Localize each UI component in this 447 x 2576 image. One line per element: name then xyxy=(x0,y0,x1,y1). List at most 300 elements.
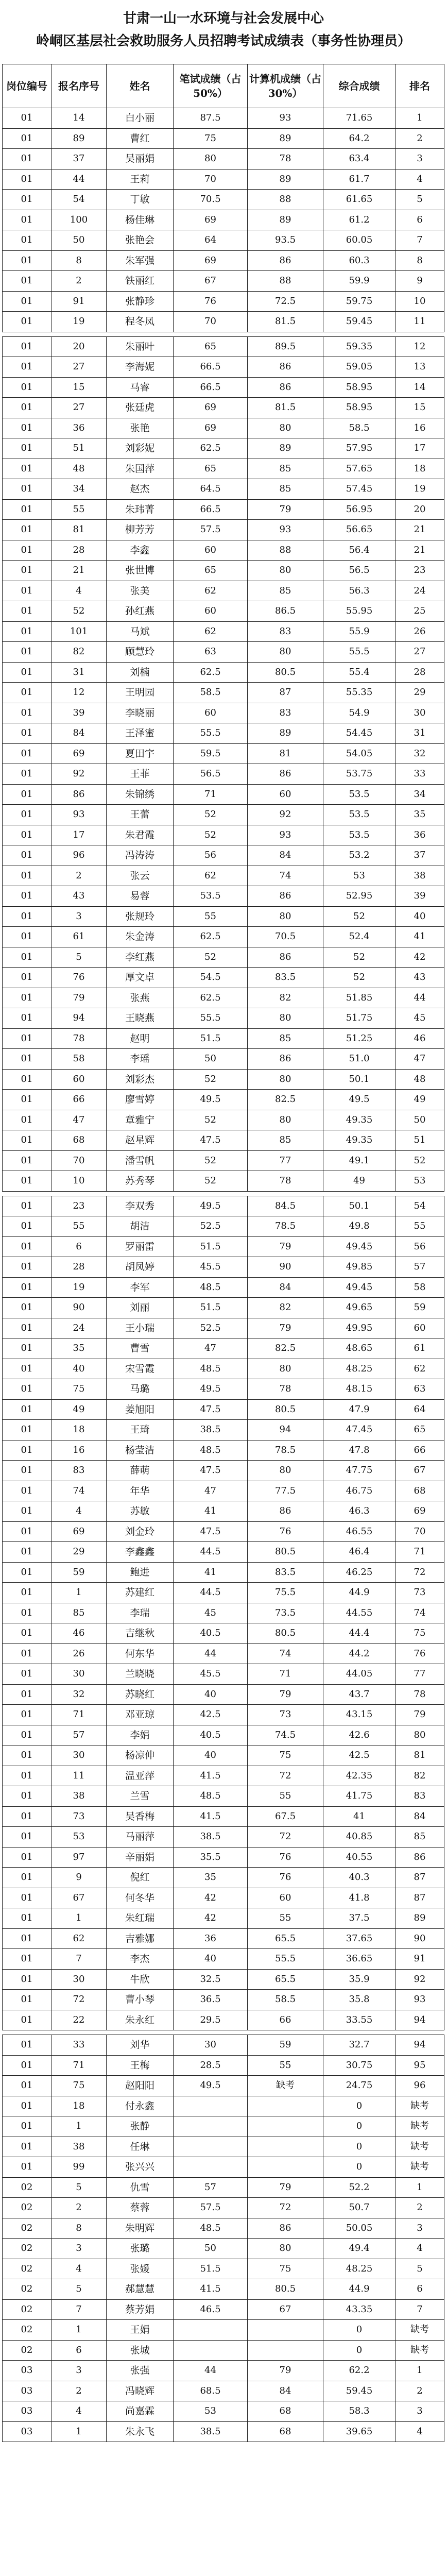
post-id-cell: 01 xyxy=(3,683,51,703)
name-cell: 丁敏 xyxy=(107,190,174,210)
computer-score-cell: 80.5 xyxy=(248,662,323,683)
name-cell: 章雅宁 xyxy=(107,1110,174,1130)
table-row xyxy=(3,805,444,825)
total-score-cell: 49.65 xyxy=(323,1298,396,1318)
total-score-cell: 52.2 xyxy=(323,2177,396,2198)
name-cell: 朱君霞 xyxy=(107,825,174,845)
written-score-cell: 62.5 xyxy=(174,927,248,947)
table-row xyxy=(3,357,444,378)
total-score-cell: 53.75 xyxy=(323,764,396,785)
computer-score-cell: 55 xyxy=(248,1786,323,1807)
rank-cell: 80 xyxy=(396,1725,444,1745)
total-score-cell: 56.95 xyxy=(323,499,396,520)
reg-no-cell: 93 xyxy=(51,805,107,825)
total-score-cell: 54.05 xyxy=(323,743,396,764)
rank-cell: 4 xyxy=(396,2421,444,2442)
written-score-cell: 41 xyxy=(174,1562,248,1583)
name-cell: 李海妮 xyxy=(107,357,174,378)
rank-cell: 64 xyxy=(396,1399,444,1420)
rank-cell: 14 xyxy=(396,377,444,398)
written-score-cell: 42.5 xyxy=(174,1705,248,1725)
reg-no-cell: 38 xyxy=(51,2137,107,2157)
computer-score-cell: 74 xyxy=(248,866,323,886)
computer-score-cell: 59 xyxy=(248,2035,323,2056)
total-score-cell: 53.5 xyxy=(323,784,396,805)
reg-no-cell: 27 xyxy=(51,398,107,418)
table-title: 岭峒区基层社会救助服务人员招聘考试成绩表（事务性协理员） xyxy=(36,33,411,49)
rank-cell: 37 xyxy=(396,845,444,866)
written-score-cell: 75 xyxy=(174,128,248,149)
rank-cell: 9 xyxy=(396,271,444,292)
rank-cell: 68 xyxy=(396,1481,444,1501)
name-cell: 朱军强 xyxy=(107,250,174,271)
name-cell: 付永鑫 xyxy=(107,2096,174,2116)
computer-score-cell: 94 xyxy=(248,1420,323,1440)
table-row xyxy=(3,459,444,479)
written-score-cell: 40.5 xyxy=(174,1623,248,1644)
total-score-cell: 0 xyxy=(323,2096,396,2116)
post-id-cell: 01 xyxy=(3,581,51,601)
post-id-cell: 01 xyxy=(3,1725,51,1745)
computer-score-cell: 55 xyxy=(248,2055,323,2076)
total-score-cell: 61.2 xyxy=(323,210,396,230)
table-row xyxy=(3,499,444,520)
post-id-cell: 01 xyxy=(3,108,51,129)
reg-no-cell: 1 xyxy=(51,2116,107,2137)
name-cell: 李军 xyxy=(107,1277,174,1298)
computer-score-cell: 83 xyxy=(248,621,323,642)
table-row xyxy=(3,1481,444,1501)
written-score-cell: 55 xyxy=(174,906,248,927)
post-id-cell: 03 xyxy=(3,2381,51,2401)
written-score-cell: 66.5 xyxy=(174,357,248,378)
written-score-cell: 51.5 xyxy=(174,1028,248,1049)
written-score-cell: 62 xyxy=(174,581,248,601)
name-cell: 刘彩杰 xyxy=(107,1069,174,1090)
reg-no-cell: 30 xyxy=(51,1664,107,1685)
computer-score-cell: 86 xyxy=(248,1501,323,1522)
computer-score-cell: 90 xyxy=(248,1257,323,1278)
name-cell: 冯晓辉 xyxy=(107,2381,174,2401)
table-row xyxy=(3,723,444,744)
table-row xyxy=(3,2421,444,2442)
rank-cell: 44 xyxy=(396,988,444,1008)
rank-cell: 47 xyxy=(396,1049,444,1070)
rank-cell: 43 xyxy=(396,968,444,988)
total-score-cell: 49.8 xyxy=(323,1216,396,1237)
name-cell: 吴丽娟 xyxy=(107,149,174,170)
reg-no-cell: 26 xyxy=(51,1643,107,1664)
table-row xyxy=(3,1298,444,1318)
total-score-cell: 52.4 xyxy=(323,927,396,947)
computer-score-cell: 68 xyxy=(248,2401,323,2422)
written-score-cell: 47.5 xyxy=(174,1461,248,1481)
post-id-cell: 01 xyxy=(3,1130,51,1151)
name-cell: 孙红燕 xyxy=(107,601,174,622)
total-score-cell: 56.65 xyxy=(323,520,396,540)
table-row xyxy=(3,601,444,622)
total-score-cell: 55.95 xyxy=(323,601,396,622)
table-row xyxy=(3,1705,444,1725)
post-id-cell: 01 xyxy=(3,805,51,825)
post-id-cell: 01 xyxy=(3,2055,51,2076)
written-score-cell: 65 xyxy=(174,459,248,479)
written-score-cell: 67 xyxy=(174,271,248,292)
table-row xyxy=(3,1399,444,1420)
name-cell: 何冬华 xyxy=(107,1888,174,1908)
computer-score-cell: 55.5 xyxy=(248,1949,323,1970)
written-score-cell: 42 xyxy=(174,1888,248,1908)
written-score-cell: 47 xyxy=(174,1338,248,1359)
header-name: 姓名 xyxy=(107,64,174,108)
reg-no-cell: 5 xyxy=(51,2279,107,2300)
computer-score-cell: 75 xyxy=(248,1745,323,1766)
name-cell: 王泽蜜 xyxy=(107,723,174,744)
rank-cell: 25 xyxy=(396,601,444,622)
computer-score-cell: 89.5 xyxy=(248,336,323,357)
gap-cell xyxy=(3,1191,444,1196)
total-score-cell: 41.8 xyxy=(323,1888,396,1908)
total-score-cell: 59.45 xyxy=(323,312,396,332)
post-id-cell: 01 xyxy=(3,438,51,459)
rank-cell: 3 xyxy=(396,149,444,170)
reg-no-cell: 4 xyxy=(51,2259,107,2279)
reg-no-cell: 8 xyxy=(51,2218,107,2239)
name-cell: 张静 xyxy=(107,2116,174,2137)
computer-score-cell: 80 xyxy=(248,1110,323,1130)
table-row xyxy=(3,703,444,723)
computer-score-cell: 68 xyxy=(248,2421,323,2442)
name-cell: 苏敏 xyxy=(107,1501,174,1522)
post-id-cell: 01 xyxy=(3,1501,51,1522)
total-score-cell: 57.65 xyxy=(323,459,396,479)
post-id-cell: 03 xyxy=(3,2421,51,2442)
name-cell: 赵杰 xyxy=(107,479,174,500)
computer-score-cell: 77.5 xyxy=(248,1481,323,1501)
written-score-cell: 70 xyxy=(174,169,248,190)
post-id-cell: 01 xyxy=(3,825,51,845)
reg-no-cell: 69 xyxy=(51,1521,107,1542)
reg-no-cell: 96 xyxy=(51,845,107,866)
post-id-cell: 01 xyxy=(3,764,51,785)
table-row xyxy=(3,1008,444,1029)
rank-cell: 87 xyxy=(396,1868,444,1888)
table-row xyxy=(3,377,444,398)
post-id-cell: 01 xyxy=(3,2137,51,2157)
written-score-cell: 41.5 xyxy=(174,1806,248,1827)
name-cell: 倪红 xyxy=(107,1868,174,1888)
written-score-cell: 69 xyxy=(174,210,248,230)
rank-cell: 33 xyxy=(396,764,444,785)
rank-cell: 15 xyxy=(396,398,444,418)
table-row xyxy=(3,398,444,418)
written-score-cell: 49.5 xyxy=(174,1090,248,1110)
table-row xyxy=(3,1216,444,1237)
table-row xyxy=(3,947,444,968)
rank-cell: 10 xyxy=(396,291,444,312)
total-score-cell: 46.3 xyxy=(323,1501,396,1522)
written-score-cell: 44 xyxy=(174,2361,248,2381)
total-score-cell: 46.25 xyxy=(323,1562,396,1583)
name-cell: 张艳 xyxy=(107,418,174,438)
table-row xyxy=(3,1766,444,1786)
table-row xyxy=(3,418,444,438)
name-cell: 何东华 xyxy=(107,1643,174,1664)
computer-score-cell: 80 xyxy=(248,1461,323,1481)
written-score-cell: 51.5 xyxy=(174,1298,248,1318)
written-score-cell: 52 xyxy=(174,1110,248,1130)
rank-cell: 5 xyxy=(396,2259,444,2279)
name-cell: 铁丽红 xyxy=(107,271,174,292)
computer-score-cell: 79 xyxy=(248,2361,323,2381)
total-score-cell: 60.3 xyxy=(323,250,396,271)
post-id-cell: 01 xyxy=(3,291,51,312)
name-cell: 胡洁 xyxy=(107,1216,174,1237)
rank-cell: 21 xyxy=(396,540,444,561)
post-id-cell: 01 xyxy=(3,1028,51,1049)
rank-cell: 1 xyxy=(396,108,444,129)
rank-cell: 2 xyxy=(396,2381,444,2401)
post-id-cell: 01 xyxy=(3,190,51,210)
reg-no-cell: 3 xyxy=(51,2361,107,2381)
table-row xyxy=(3,1969,444,1990)
total-score-cell: 56.5 xyxy=(323,561,396,581)
reg-no-cell: 38 xyxy=(51,1786,107,1807)
post-id-cell: 01 xyxy=(3,988,51,1008)
reg-no-cell: 17 xyxy=(51,825,107,845)
post-id-cell: 01 xyxy=(3,784,51,805)
reg-no-cell: 57 xyxy=(51,1725,107,1745)
table-row xyxy=(3,2198,444,2218)
total-score-cell: 63.4 xyxy=(323,149,396,170)
table-row xyxy=(3,2055,444,2076)
name-cell: 李鑫鑫 xyxy=(107,1542,174,1563)
name-cell: 张媛 xyxy=(107,2259,174,2279)
total-score-cell: 53 xyxy=(323,866,396,886)
total-score-cell: 43.7 xyxy=(323,1684,396,1705)
reg-no-cell: 81 xyxy=(51,520,107,540)
reg-no-cell: 8 xyxy=(51,250,107,271)
name-cell: 宋雪霞 xyxy=(107,1359,174,1379)
written-score-cell: 76 xyxy=(174,291,248,312)
name-cell: 兰雪 xyxy=(107,1786,174,1807)
reg-no-cell: 78 xyxy=(51,1028,107,1049)
table-row xyxy=(3,906,444,927)
rank-cell: 69 xyxy=(396,1501,444,1522)
reg-no-cell: 58 xyxy=(51,1049,107,1070)
post-id-cell: 01 xyxy=(3,1562,51,1583)
name-cell: 王琦 xyxy=(107,1420,174,1440)
table-row xyxy=(3,1069,444,1090)
rank-cell: 51 xyxy=(396,1130,444,1151)
reg-no-cell: 2 xyxy=(51,2198,107,2218)
post-id-cell: 01 xyxy=(3,1481,51,1501)
written-score-cell: 62.5 xyxy=(174,988,248,1008)
name-cell: 夏田宇 xyxy=(107,743,174,764)
name-cell: 马璐 xyxy=(107,1379,174,1400)
name-cell: 朱明辉 xyxy=(107,2218,174,2239)
table-row xyxy=(3,1130,444,1151)
written-score-cell xyxy=(174,2157,248,2178)
written-score-cell: 36 xyxy=(174,1928,248,1949)
total-score-cell: 58.95 xyxy=(323,398,396,418)
total-score-cell: 44.9 xyxy=(323,2279,396,2300)
computer-score-cell: 81 xyxy=(248,743,323,764)
name-cell: 张艳会 xyxy=(107,230,174,251)
rank-cell: 16 xyxy=(396,418,444,438)
post-id-cell: 01 xyxy=(3,703,51,723)
total-score-cell: 50.1 xyxy=(323,1069,396,1090)
header-reg-no: 报名序号 xyxy=(51,64,107,108)
total-score-cell: 32.7 xyxy=(323,2035,396,2056)
rank-cell: 49 xyxy=(396,1090,444,1110)
table-row xyxy=(3,968,444,988)
written-score-cell xyxy=(174,2096,248,2116)
computer-score-cell: 86 xyxy=(248,947,323,968)
name-cell: 蔡蓉 xyxy=(107,2198,174,2218)
rank-cell: 91 xyxy=(396,1949,444,1970)
table-row xyxy=(3,581,444,601)
reg-no-cell: 4 xyxy=(51,2401,107,2422)
computer-score-cell: 80.5 xyxy=(248,1542,323,1563)
post-id-cell: 01 xyxy=(3,1318,51,1338)
reg-no-cell: 90 xyxy=(51,1298,107,1318)
post-id-cell: 01 xyxy=(3,1196,51,1216)
reg-no-cell: 1 xyxy=(51,1908,107,1929)
name-cell: 朱红瑞 xyxy=(107,1908,174,1929)
post-id-cell: 01 xyxy=(3,1827,51,1848)
total-score-cell: 44.9 xyxy=(323,1583,396,1603)
total-score-cell: 43.15 xyxy=(323,1705,396,1725)
total-score-cell: 48.65 xyxy=(323,1338,396,1359)
written-score-cell: 50 xyxy=(174,1049,248,1070)
rank-cell: 19 xyxy=(396,479,444,500)
name-cell: 李杰 xyxy=(107,1949,174,1970)
computer-score-cell xyxy=(248,2096,323,2116)
written-score-cell: 51.5 xyxy=(174,1236,248,1257)
post-id-cell: 01 xyxy=(3,1786,51,1807)
page-break-gap xyxy=(3,2030,444,2035)
table-row xyxy=(3,2096,444,2116)
computer-score-cell: 86 xyxy=(248,357,323,378)
computer-score-cell: 65.5 xyxy=(248,1969,323,1990)
written-score-cell: 38.5 xyxy=(174,2421,248,2442)
table-row xyxy=(3,2137,444,2157)
rank-cell: 40 xyxy=(396,906,444,927)
reg-no-cell: 46 xyxy=(51,1623,107,1644)
total-score-cell: 33.55 xyxy=(323,2010,396,2030)
name-cell: 柳芳芳 xyxy=(107,520,174,540)
rank-cell: 缺考 xyxy=(396,2137,444,2157)
rank-cell: 6 xyxy=(396,210,444,230)
table-row xyxy=(3,1501,444,1522)
table-row xyxy=(3,1440,444,1461)
reg-no-cell: 31 xyxy=(51,662,107,683)
reg-no-cell: 60 xyxy=(51,1069,107,1090)
computer-score-cell: 80.5 xyxy=(248,1399,323,1420)
written-score-cell: 62 xyxy=(174,866,248,886)
rank-cell: 45 xyxy=(396,1008,444,1029)
table-row xyxy=(3,1806,444,1827)
post-id-cell: 01 xyxy=(3,1110,51,1130)
table-row xyxy=(3,1277,444,1298)
computer-score-cell: 88 xyxy=(248,540,323,561)
total-score-cell: 56.3 xyxy=(323,581,396,601)
computer-score-cell xyxy=(248,2137,323,2157)
reg-no-cell: 82 xyxy=(51,642,107,663)
rank-cell: 63 xyxy=(396,1379,444,1400)
table-row xyxy=(3,312,444,332)
gap-cell xyxy=(3,332,444,336)
name-cell: 薛萌 xyxy=(107,1461,174,1481)
name-cell: 朱玮菁 xyxy=(107,499,174,520)
post-id-cell: 01 xyxy=(3,621,51,642)
computer-score-cell: 85 xyxy=(248,1130,323,1151)
computer-score-cell: 73 xyxy=(248,1705,323,1725)
written-score-cell: 41.5 xyxy=(174,2279,248,2300)
post-id-cell: 01 xyxy=(3,1069,51,1090)
written-score-cell: 40 xyxy=(174,1745,248,1766)
post-id-cell: 01 xyxy=(3,1623,51,1644)
table-row xyxy=(3,1420,444,1440)
written-score-cell: 60 xyxy=(174,703,248,723)
table-row xyxy=(3,438,444,459)
rank-cell: 79 xyxy=(396,1705,444,1725)
name-cell: 程冬凤 xyxy=(107,312,174,332)
written-score-cell: 54.5 xyxy=(174,968,248,988)
post-id-cell: 03 xyxy=(3,2401,51,2422)
table-row xyxy=(3,149,444,170)
name-cell: 张规玲 xyxy=(107,906,174,927)
rank-cell: 54 xyxy=(396,1196,444,1216)
rank-cell: 94 xyxy=(396,2010,444,2030)
total-score-cell: 40.55 xyxy=(323,1847,396,1868)
written-score-cell: 51.5 xyxy=(174,2259,248,2279)
gap-cell xyxy=(3,2030,444,2035)
rank-cell: 24 xyxy=(396,581,444,601)
post-id-cell: 01 xyxy=(3,1216,51,1237)
rank-cell: 58 xyxy=(396,1277,444,1298)
table-row xyxy=(3,2381,444,2401)
rank-cell: 12 xyxy=(396,336,444,357)
name-cell: 潘雪帆 xyxy=(107,1150,174,1171)
rank-cell: 39 xyxy=(396,886,444,907)
computer-score-cell: 79 xyxy=(248,1318,323,1338)
table-row xyxy=(3,1049,444,1070)
reg-no-cell: 68 xyxy=(51,1130,107,1151)
computer-score-cell xyxy=(248,2320,323,2341)
total-score-cell: 49.85 xyxy=(323,1257,396,1278)
written-score-cell: 52 xyxy=(174,1069,248,1090)
total-score-cell: 0 xyxy=(323,2116,396,2137)
post-id-cell: 01 xyxy=(3,601,51,622)
written-score-cell: 48.5 xyxy=(174,2218,248,2239)
reg-no-cell: 71 xyxy=(51,2055,107,2076)
total-score-cell: 37.65 xyxy=(323,1928,396,1949)
total-score-cell: 49.45 xyxy=(323,1236,396,1257)
table-row xyxy=(3,271,444,292)
computer-score-cell: 79 xyxy=(248,1236,323,1257)
table-row xyxy=(3,1928,444,1949)
written-score-cell: 44.5 xyxy=(174,1583,248,1603)
name-cell: 朱锦绣 xyxy=(107,784,174,805)
total-score-cell: 42.35 xyxy=(323,1766,396,1786)
reg-no-cell: 2 xyxy=(51,271,107,292)
post-id-cell: 01 xyxy=(3,230,51,251)
post-id-cell: 01 xyxy=(3,2096,51,2116)
computer-score-cell: 80.5 xyxy=(248,1623,323,1644)
name-cell: 邓亚琼 xyxy=(107,1705,174,1725)
